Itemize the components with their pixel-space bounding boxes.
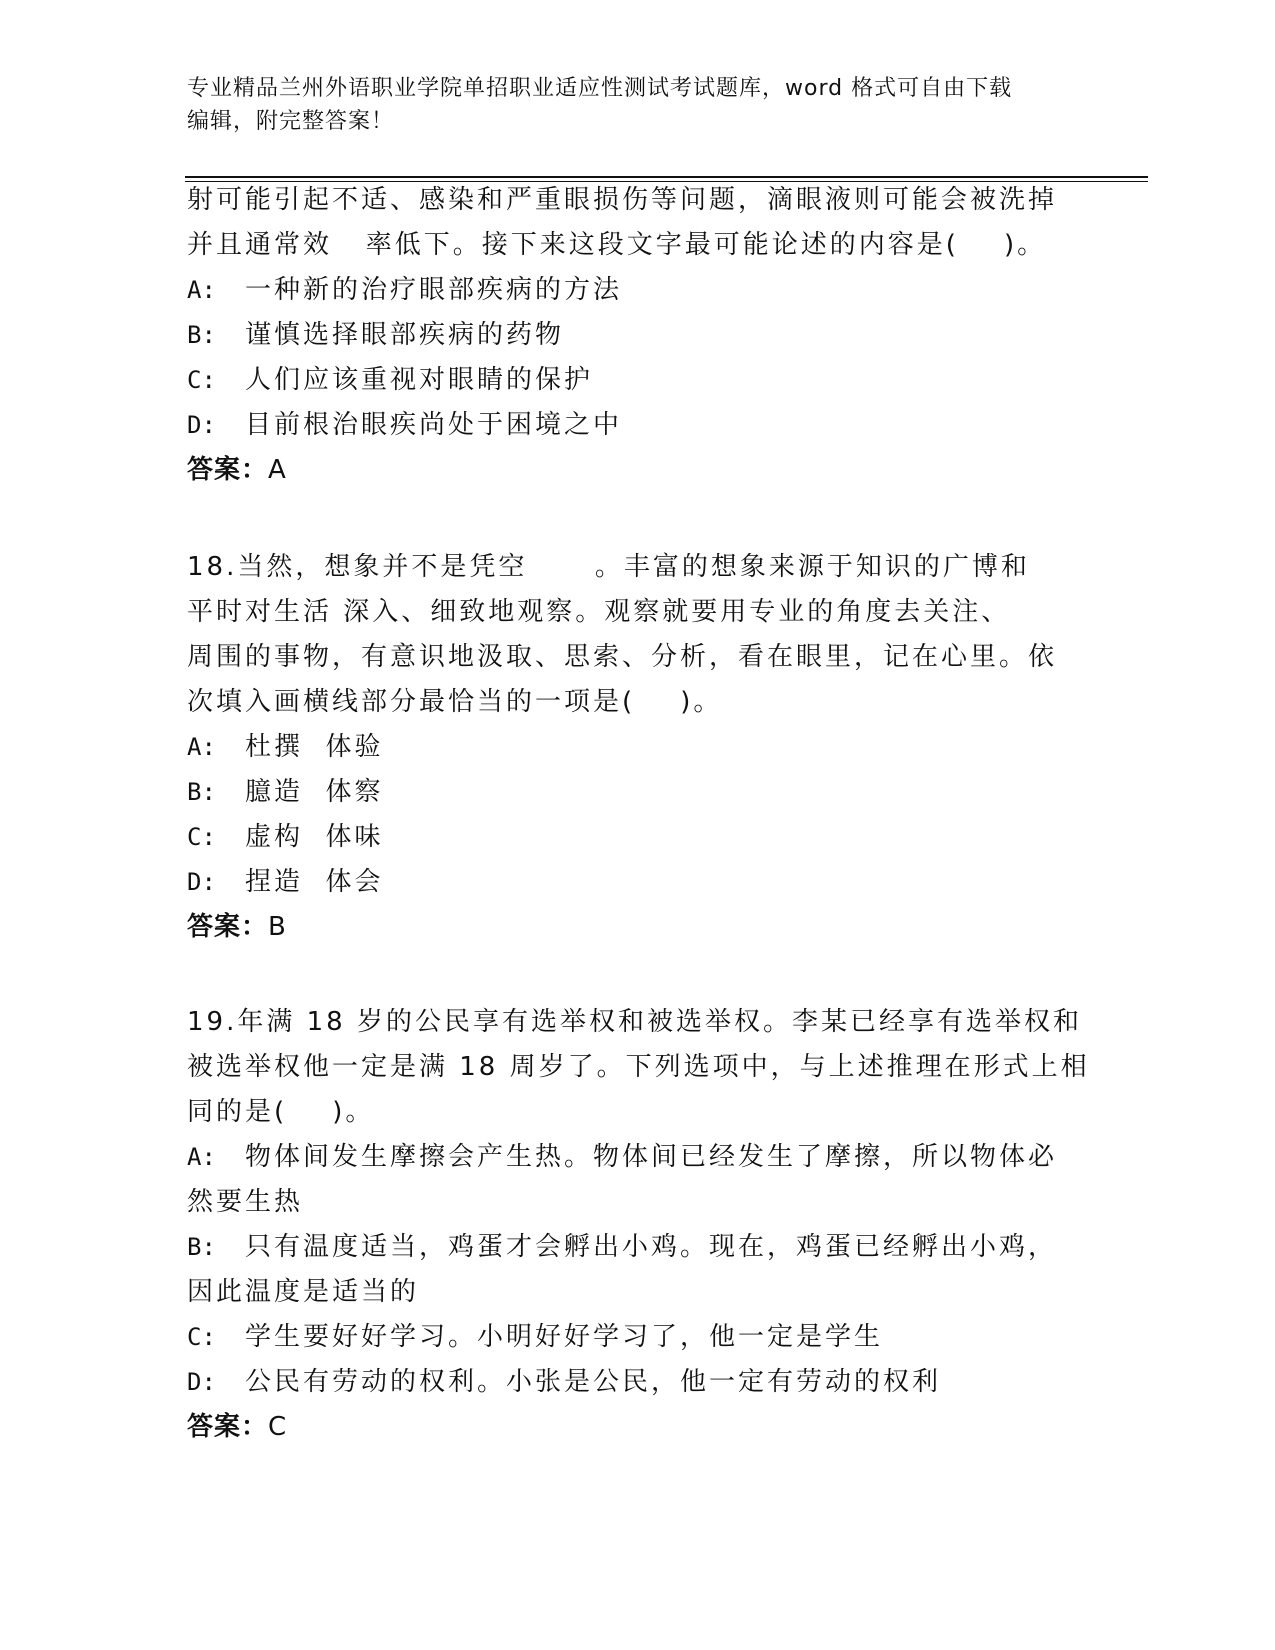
option-text: 臆造 体察 <box>245 777 384 807</box>
option-text: 人们应该重视对眼睛的保护 <box>245 365 594 395</box>
option-d <box>187 403 1087 448</box>
option-text: 公民有劳动的权利。小张是公民，他一定有劳动的权利 <box>245 1367 942 1397</box>
option-letter: D: <box>187 1368 216 1396</box>
option-letter: A: <box>187 276 216 304</box>
question-text-line: 并且通常效 率低下。接下来这段文字最可能论述的内容是( )。 <box>187 230 1047 260</box>
option-c <box>187 358 1087 403</box>
option-text: 虚构 体味 <box>245 822 384 852</box>
option-letter: C: <box>187 823 216 851</box>
answer-label: 答案： <box>187 912 269 942</box>
option-text: 目前根治眼疾尚处于困境之中 <box>245 410 623 440</box>
option-text: 学生要好好学习。小明好好学习了，他一定是学生 <box>245 1322 884 1352</box>
option-letter: D: <box>187 411 216 439</box>
option-letter: B: <box>187 321 216 349</box>
question-text-line: 次填入画横线部分最恰当的一项是( )。 <box>187 687 723 717</box>
option-letter: B: <box>187 1233 216 1261</box>
option-letter: D: <box>187 868 216 896</box>
option-b-continued: 因此温度是适当的 <box>187 1277 420 1307</box>
option-text: 一种新的治疗眼部疾病的方法 <box>245 275 623 305</box>
option-text: 物体间发生摩擦会产生热。物体间已经发生了摩擦，所以物体必 <box>245 1142 1058 1172</box>
option-text: 捏造 体会 <box>245 867 384 897</box>
question-text-line: 被选举权他一定是满 18 周岁了。下列选项中，与上述推理在形式上相 <box>187 1052 1090 1082</box>
answer-value: C <box>268 1412 288 1442</box>
option-text: 杜撰 体验 <box>245 732 384 762</box>
option-letter: C: <box>187 1323 216 1351</box>
option-c <box>187 815 1087 860</box>
answer-value: B <box>268 912 287 942</box>
option-letter: A: <box>187 1143 216 1171</box>
option-text: 只有温度适当，鸡蛋才会孵出小鸡。现在，鸡蛋已经孵出小鸡， <box>245 1232 1058 1262</box>
option-a <box>187 1135 1087 1180</box>
question-text-line: 周围的事物，有意识地汲取、思索、分析，看在眼里，记在心里。依 <box>187 642 1058 672</box>
question-17 <box>187 178 1087 493</box>
header-line-1: 专业精品兰州外语职业学院单招职业适应性测试考试题库，word 格式可自由下载 <box>187 76 1013 101</box>
question-text-line: 同的是( )。 <box>187 1097 375 1127</box>
page-header <box>187 72 1067 138</box>
question-19 <box>187 1000 1090 1450</box>
option-b <box>187 770 1087 815</box>
option-letter: B: <box>187 778 216 806</box>
option-a <box>187 268 1087 313</box>
option-a <box>187 725 1087 770</box>
option-b <box>187 1225 1087 1270</box>
question-text-line: 18.当然，想象并不是凭空 。丰富的想象来源于知识的广博和 <box>187 552 1030 582</box>
option-text: 谨慎选择眼部疾病的药物 <box>245 320 565 350</box>
answer <box>187 1405 1087 1450</box>
question-text-line: 平时对生活 深入、细致地观察。观察就要用专业的角度去关注、 <box>187 597 1011 627</box>
question-text-line: 射可能引起不适、感染和严重眼损伤等问题，滴眼液则可能会被洗掉 <box>187 185 1058 215</box>
answer-label: 答案： <box>187 455 269 485</box>
option-letter: C: <box>187 366 216 394</box>
answer-value: A <box>268 455 287 485</box>
option-d <box>187 860 1087 905</box>
option-c <box>187 1315 1087 1360</box>
option-b <box>187 313 1087 358</box>
answer <box>187 905 1087 950</box>
option-d <box>187 1360 1087 1405</box>
option-letter: A: <box>187 733 216 761</box>
question-text-line: 19.年满 18 岁的公民享有选举权和被选举权。李某已经享有选举权和 <box>187 1007 1082 1037</box>
answer <box>187 448 1087 493</box>
option-a-continued: 然要生热 <box>187 1187 304 1217</box>
answer-label: 答案： <box>187 1412 269 1442</box>
header-line-2: 编辑，附完整答案！ <box>187 109 395 134</box>
question-18 <box>187 545 1087 950</box>
